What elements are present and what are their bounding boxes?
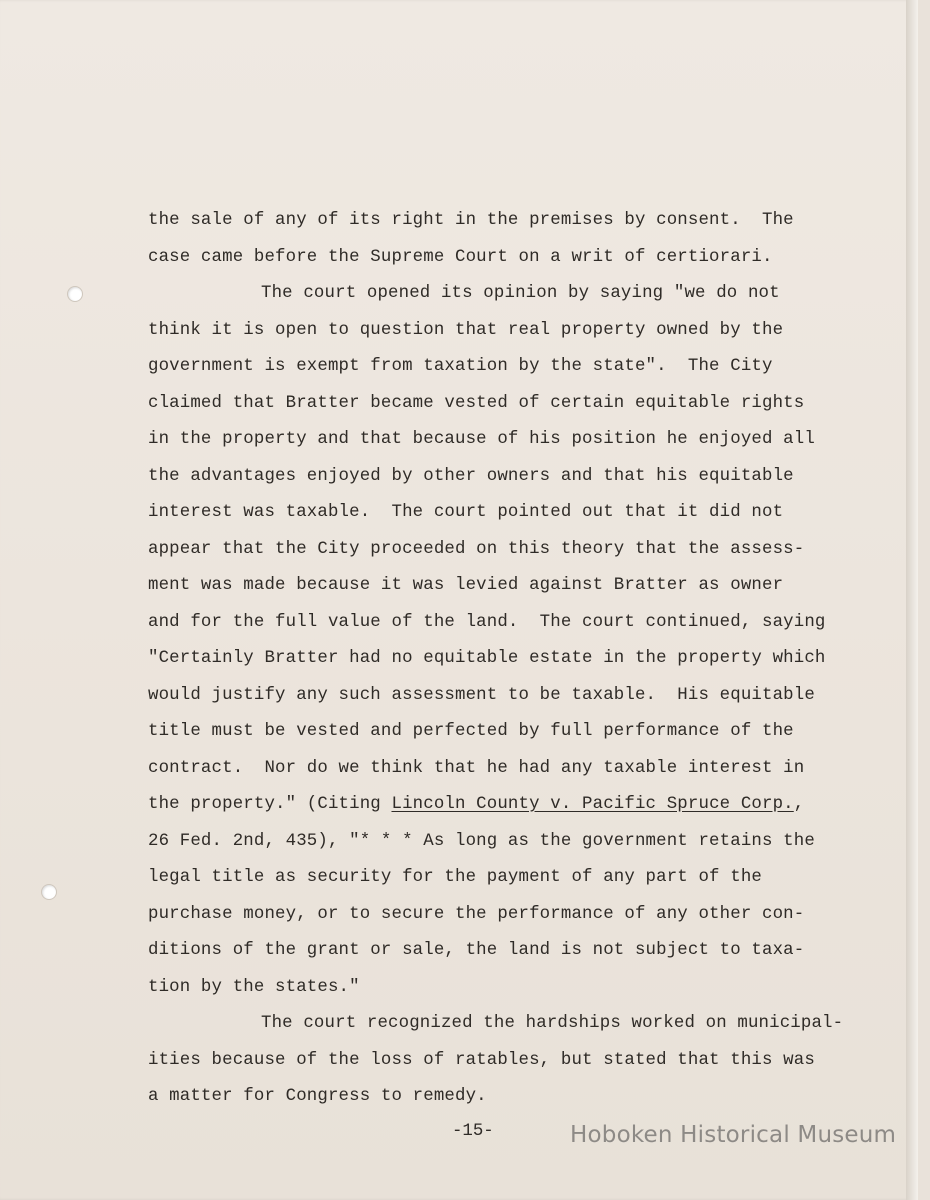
text-line: "Certainly Bratter had no equitable estate in the property which bbox=[148, 649, 826, 668]
text-line: title must be vested and perfected by full performance of the bbox=[148, 722, 794, 741]
museum-watermark: Hoboken Historical Museum bbox=[570, 1122, 897, 1148]
text-line: and for the full value of the land. The court continued, saying bbox=[148, 612, 826, 632]
text-line: 26 Fed. 2nd, 435), "* * * As long as the government retains the bbox=[148, 831, 815, 851]
text-line: in the property and that because of his position he enjoyed all bbox=[148, 430, 815, 449]
text-line: ment was made because it was levied against Bratter as owner bbox=[148, 576, 784, 595]
page-number: -15- bbox=[452, 1122, 494, 1141]
punch-hole bbox=[68, 287, 82, 301]
text-line: a matter for Congress to remedy. bbox=[148, 1087, 487, 1106]
text-line: legal title as security for the payment of any part of the bbox=[148, 868, 762, 887]
text-line: claimed that Bratter became vested of certain equitable rights bbox=[148, 393, 805, 413]
text-line: the sale of any of its right in the premises by consent. The bbox=[148, 211, 794, 230]
text-line: case came before the Supreme Court on a writ of certiorari. bbox=[148, 247, 773, 267]
page-edge bbox=[906, 0, 918, 1200]
text-line: The court recognized the hardships worked on municipal- bbox=[261, 1014, 844, 1033]
citation-suffix: , bbox=[793, 795, 805, 814]
text-line: ities because of the loss of ratables, but stated that this was bbox=[148, 1050, 815, 1070]
text-line: contract. Nor do we think that he had any taxable interest in bbox=[148, 758, 805, 778]
text-line: government is exempt from taxation by the state". The City bbox=[148, 357, 773, 376]
text-line: would justify any such assessment to be taxable. His equitable bbox=[148, 685, 815, 705]
text-line: the advantages enjoyed by other owners and that his equitable bbox=[148, 466, 794, 486]
text-line: ditions of the grant or sale, the land is not subject to taxa- bbox=[148, 941, 805, 960]
case-citation: Lincoln County v. Pacific Spruce Corp. bbox=[391, 795, 794, 814]
text-line: think it is open to question that real property owned by the bbox=[148, 320, 784, 340]
punch-hole bbox=[42, 885, 56, 899]
text-line: interest was taxable. The court pointed out that it did not bbox=[148, 503, 784, 522]
text-line: tion by the states." bbox=[148, 977, 360, 997]
text-line: appear that the City proceeded on this theory that the assess- bbox=[148, 539, 805, 559]
body-text bbox=[148, 203, 888, 1116]
citation-prefix: the property." (Citing bbox=[148, 795, 392, 814]
text-line: The court opened its opinion by saying "we do not bbox=[261, 284, 780, 303]
text-line: purchase money, or to secure the performance of any other con- bbox=[148, 904, 805, 924]
citation-line bbox=[148, 787, 888, 824]
